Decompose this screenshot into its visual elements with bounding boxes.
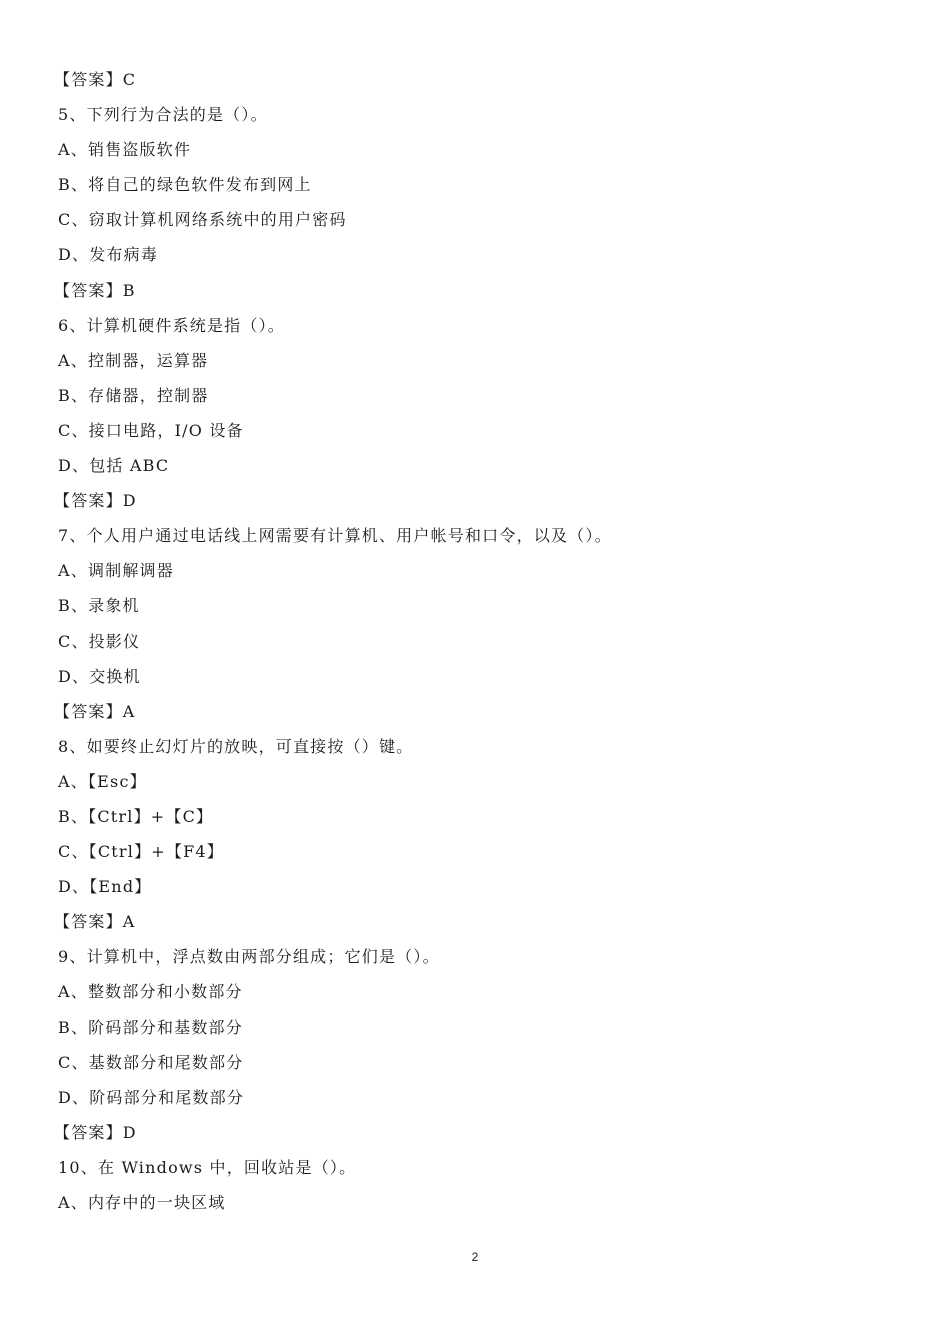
answer-line: 【答案】B bbox=[54, 280, 136, 300]
option-line: C、【Ctrl】+【F4】 bbox=[58, 842, 224, 862]
option-line: D、阶码部分和尾数部分 bbox=[58, 1087, 245, 1107]
question-line: 8、如要终止幻灯片的放映，可直接按（）键。 bbox=[58, 736, 414, 756]
answer-line: 【答案】A bbox=[54, 701, 136, 721]
option-line: D、【End】 bbox=[58, 877, 152, 897]
option-line: D、交换机 bbox=[58, 666, 141, 686]
option-line: C、窃取计算机网络系统中的用户密码 bbox=[58, 210, 347, 230]
option-line: B、录象机 bbox=[58, 596, 140, 616]
option-line: C、基数部分和尾数部分 bbox=[58, 1052, 244, 1072]
option-line: C、接口电路，I/O 设备 bbox=[58, 420, 244, 440]
option-line: B、【Ctrl】+【C】 bbox=[58, 806, 214, 826]
question-line: 10、在 Windows 中，回收站是（）。 bbox=[58, 1157, 357, 1177]
question-line: 6、计算机硬件系统是指（）。 bbox=[58, 315, 285, 335]
option-line: A、整数部分和小数部分 bbox=[58, 982, 243, 1002]
answer-line: 【答案】D bbox=[54, 491, 137, 511]
answer-line: 【答案】D bbox=[54, 1122, 137, 1142]
option-line: A、调制解调器 bbox=[58, 561, 174, 581]
option-line: B、将自己的绿色软件发布到网上 bbox=[58, 175, 312, 195]
question-line: 9、计算机中，浮点数由两部分组成；它们是（）。 bbox=[58, 947, 440, 967]
option-line: A、控制器，运算器 bbox=[58, 350, 209, 370]
option-line: D、包括 ABC bbox=[58, 456, 170, 476]
option-line: A、销售盗版软件 bbox=[58, 140, 192, 160]
option-line: A、内存中的一块区域 bbox=[58, 1193, 226, 1212]
answer-line: 【答案】A bbox=[54, 912, 136, 932]
option-line: B、存储器，控制器 bbox=[58, 385, 209, 405]
option-line: D、发布病毒 bbox=[58, 245, 159, 265]
option-line: C、投影仪 bbox=[58, 631, 141, 651]
option-line: A、【Esc】 bbox=[58, 771, 147, 791]
question-line: 7、个人用户通过电话线上网需要有计算机、用户帐号和口令，以及（）。 bbox=[58, 526, 612, 546]
document-body bbox=[54, 62, 898, 1220]
question-line: 5、下列行为合法的是（）。 bbox=[58, 105, 268, 125]
option-line: B、阶码部分和基数部分 bbox=[58, 1017, 243, 1037]
answer-line: 【答案】C bbox=[54, 70, 137, 89]
page-number: 2 bbox=[471, 1250, 479, 1264]
